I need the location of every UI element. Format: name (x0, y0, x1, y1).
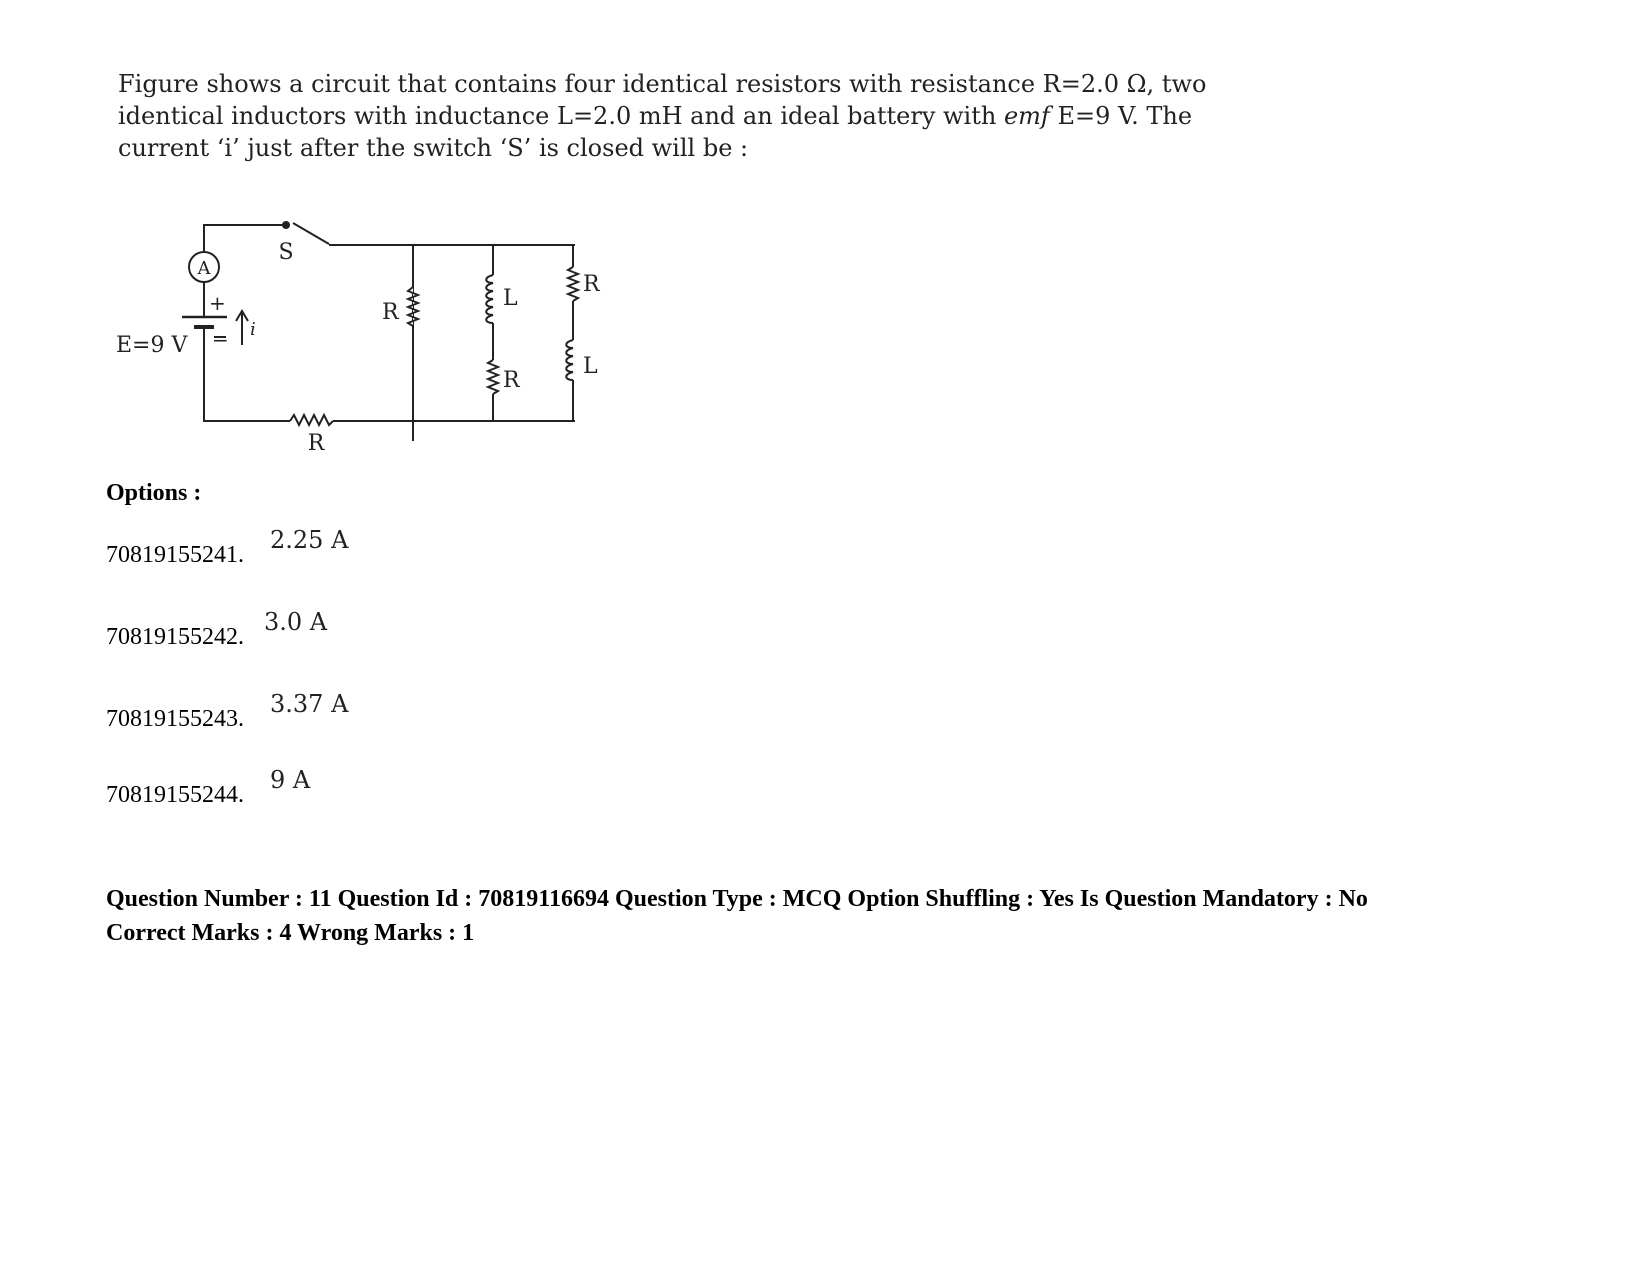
battery-plus-label: + (209, 291, 226, 315)
wire-top-left (204, 225, 286, 252)
resistor-bottom-label: R (307, 431, 325, 456)
switch-label: S (278, 240, 294, 265)
resistor-bottom-icon (290, 415, 333, 425)
question-line-2-tail: E=9 V. The (1057, 102, 1193, 130)
options-label: Options : (106, 480, 202, 506)
resistor-branch-1-label: R (382, 300, 399, 325)
battery-label: E=9 V (116, 333, 188, 358)
circuit-diagram (110, 205, 630, 475)
question-line-2 (118, 100, 1218, 132)
option-2-id: 70819155242. (106, 624, 244, 650)
inductor-branch-3-icon (566, 340, 573, 380)
option-1-value: 2.25 A (270, 526, 349, 554)
switch-pivot-dot (282, 221, 290, 229)
option-1-id: 70819155241. (106, 542, 244, 568)
resistor-branch-2-label: R (503, 368, 520, 393)
resistor-branch-2-icon (488, 360, 498, 394)
resistor-branch-3-icon (568, 267, 578, 301)
metadata-line-1: Question Number : 11 Question Id : 70819116694 Question Type : MCQ Option Shuffling : Yes Is Question Mandatory : No (106, 886, 1368, 912)
inductor-branch-3-label: L (583, 354, 598, 379)
option-4-id: 70819155244. (106, 782, 244, 808)
inductor-branch-2-label: L (503, 286, 518, 311)
option-3-value: 3.37 A (270, 690, 349, 718)
question-line-3: current ‘i’ just after the switch ‘S’ is closed will be : (118, 134, 749, 162)
option-2-value: 3.0 A (264, 608, 328, 636)
resistor-branch-3-label: R (583, 272, 600, 297)
metadata-line-2: Correct Marks : 4 Wrong Marks : 1 (106, 920, 475, 946)
battery-minus-label: − (212, 328, 229, 352)
current-label: i (250, 319, 256, 340)
resistor-branch-1-icon (408, 287, 418, 326)
option-4-value: 9 A (270, 766, 311, 794)
question-line-1: Figure shows a circuit that contains four identical resistors with resistance R=2.0 Ω, two (118, 70, 1207, 98)
option-3-id: 70819155243. (106, 706, 244, 732)
question-text (118, 68, 1218, 164)
emf-italic: emf (1003, 102, 1050, 130)
inductor-branch-2-icon (486, 275, 493, 323)
switch-blade (293, 223, 329, 244)
question-line-2-text: identical inductors with inductance L=2.0 mH and an ideal battery with (118, 102, 997, 130)
ammeter-label: A (197, 258, 211, 279)
question-metadata (106, 882, 1586, 950)
